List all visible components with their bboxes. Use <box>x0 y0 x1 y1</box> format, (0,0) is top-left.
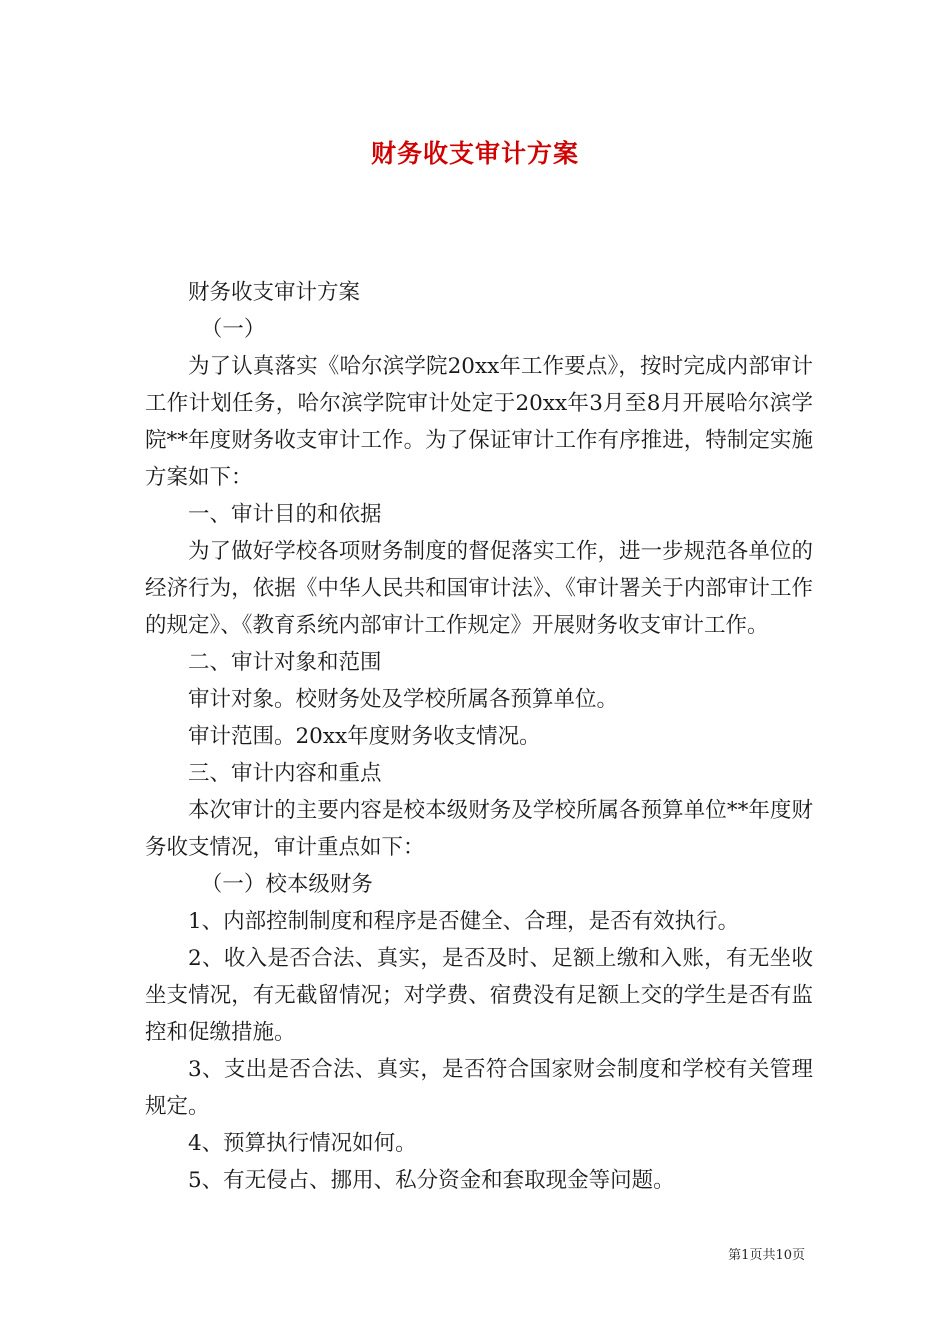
section-heading-content: 三、审计内容和重点 <box>188 761 382 786</box>
list-item: 3、支出是否合法、真实，是否符合国家财会制度和学校有关管理规定。 <box>145 1057 813 1119</box>
section-marker: （一） <box>200 317 266 342</box>
intro-paragraph: 为了认真落实《哈尔滨学院20xx年工作要点》，按时完成内部审计工作计划任务，哈尔滨学院审计处定于20xx年3月至8月开展哈尔滨学院**年度财务收支审计工作。为了保证审计工作有序推进，特制定实施方案如下： <box>145 354 813 490</box>
body-heading: 财务收支审计方案 <box>188 280 361 305</box>
list-item: 2、收入是否合法、真实，是否及时、足额上缴和入账，有无坐收坐支情况，有无截留情况；对学费、宿费没有足额上交的学生是否有监控和促缴措施。 <box>145 946 813 1045</box>
section-heading-purpose: 一、审计目的和依据 <box>188 502 382 527</box>
audit-object-paragraph: 审计对象。校财务处及学校所属各预算单位。 <box>188 687 619 712</box>
purpose-paragraph: 为了做好学校各项财务制度的督促落实工作，进一步规范各单位的经济行为，依据《中华人民共和国审计法》、《审计署关于内部审计工作的规定》、《教育系统内部审计工作规定》开展财务收支审计工作。 <box>145 539 813 638</box>
document-title: 财务收支审计方案 <box>370 139 579 168</box>
document-body <box>145 274 813 1199</box>
subsection-heading: （一）校本级财务 <box>200 872 373 897</box>
page-number: 第1页共10页 <box>728 1248 805 1263</box>
list-item: 5、有无侵占、挪用、私分资金和套取现金等问题。 <box>188 1168 675 1193</box>
audit-range-paragraph: 审计范围。20xx年度财务收支情况。 <box>188 724 541 749</box>
list-item: 1、内部控制制度和程序是否健全、合理，是否有效执行。 <box>188 909 740 934</box>
section-heading-scope: 二、审计对象和范围 <box>188 650 382 675</box>
list-item: 4、预算执行情况如何。 <box>188 1131 417 1156</box>
content-paragraph: 本次审计的主要内容是校本级财务及学校所属各预算单位**年度财务收支情况，审计重点如下： <box>145 798 813 860</box>
